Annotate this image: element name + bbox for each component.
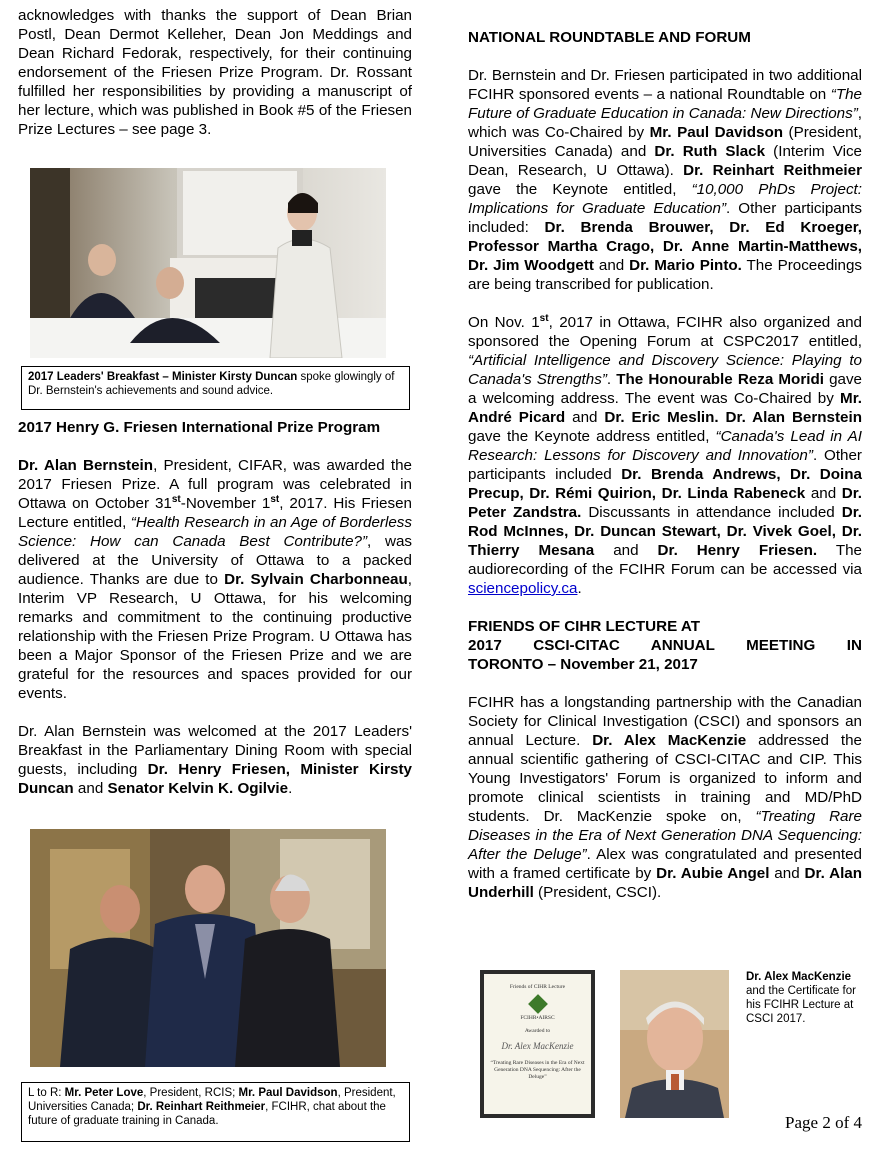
intro-paragraph: acknowledges with thanks the support of Dean Brian Postl, Dean Dermot Kelleher, Dean Jon Meddings and Dean Richard Fedorak, respectively, for their continuing endorsement of the Friesen Prize Program. Dr. Rossant fulfilled her responsibilities by providing a manuscript of her lecture, which was published in Book #5 of the Friesen Prize Lectures – see page 3.: [18, 7, 412, 138]
certificate-image: [480, 970, 595, 1118]
page-number: Page 2 of 4: [785, 1113, 862, 1132]
maple-leaf-icon: [528, 994, 548, 1014]
heading-line-2: [468, 636, 862, 655]
section-heading-roundtable: NATIONAL ROUNDTABLE AND FORUM: [468, 29, 751, 46]
left-column: [18, 6, 412, 139]
caption-mackenzie: Dr. Alex MacKenzie and the Certificate for his FCIHR Lecture at CSCI 2017.: [746, 971, 856, 1025]
right-column: [468, 28, 862, 902]
photo-mackenzie: [620, 970, 729, 1118]
sciencepolicy-link[interactable]: sciencepolicy.ca: [468, 580, 578, 597]
section-heading-friesen-prize: 2017 Henry G. Friesen International Prize Program: [18, 419, 381, 436]
heading-line-2-text: 2017 CSCI-CITAC ANNUAL MEETING IN: [468, 637, 862, 654]
friesen-prize-paragraph: Dr. Alan Bernstein, President, CIFAR, was awarded the 2017 Friesen Prize. A full program was celebrated in Ottawa on October 31st-November 1st, 2017. His Friesen Lecture entitled, “Health Research in an Age of Borderless Science: How can Canada Best Contribute?”, was delivered at the University of Ottawa to a packed audience. Thanks are due to Dr. Sylvain Charbonneau, Interim VP Research, U Ottawa, for his welcoming remarks and commitment to the continuing productive relationship with the Friesen Prize Program. U Ottawa has been a Major Sponsor of the Friesen Prize and we are grateful for the resources and spaces provided for our events.: [18, 457, 413, 702]
section-heading-csci: FRIENDS OF CIHR LECTURE AT 2017 CSCI-CITAC ANNUAL MEETING IN TORONTO – November 21, 2017: [468, 618, 862, 673]
breakfast-paragraph: Dr. Alan Bernstein was welcomed at the 2017 Leaders' Breakfast in the Parliamentary Dining Room with special guests, including Dr. Henry Friesen, Minister Kirsty Duncan and Senator Kelvin K. Ogilvie.: [18, 723, 412, 797]
forum-paragraph: On Nov. 1st, 2017 in Ottawa, FCIHR also organized and sponsored the Opening Forum at CSPC2017 entitled, “Artificial Intelligence and Discovery Science: Playing to Canada's Strengths”. The Honourable Reza Moridi gave a welcoming address. The event was Co-Chaired by Mr. André Picard and Dr. Eric Meslin. Dr. Alan Bernstein gave the Keynote address entitled, “Canada's Lead in AI Research: Lessons for Discovery and Innovation”. Other participants included Dr. Brenda Andrews, Dr. Doina Precup, Dr. Rémi Quirion, Dr. Linda Rabeneck and Dr. Peter Zandstra. Discussants in attendance included Dr. Rod McInnes, Dr. Duncan Stewart, Dr. Vivek Goel, Dr. Thierry Mesana and Dr. Henry Friesen. The audiorecording of the FCIHR Forum can be accessed via sciencepolicy.ca.: [468, 312, 862, 597]
roundtable-paragraph: Dr. Bernstein and Dr. Friesen participated in two additional FCIHR sponsored events – a national Roundtable on “The Future of Graduate Education in Canada: New Directions”, which was Co-Chaired by Mr. Paul Davidson (President, Universities Canada) and Dr. Ruth Slack (Interim Vice Dean, Research, U Ottawa). Dr. Reinhart Reithmeier gave the Keynote entitled, “10,000 PhDs Project: Implications for Graduate Education”. Other participants included: Dr. Brenda Brouwer, Dr. Ed Kroeger, Professor Martha Crago, Dr. Anne Martin-Matthews, Dr. Jim Woodgett and Dr. Mario Pinto. The Proceedings are being transcribed for publication.: [468, 67, 863, 293]
caption-photo-2: L to R: Mr. Peter Love, President, RCIS; Mr. Paul Davidson, President, Universities Canada; Dr. Reinhart Reithmeier, FCIHR, chat about the future of graduate training in Canada.: [21, 1082, 410, 1142]
caption-photo-1: 2017 Leaders' Breakfast – Minister Kirsty Duncan spoke glowingly of Dr. Bernstein's achievements and sound advice.: [21, 366, 410, 410]
csci-paragraph: FCIHR has a longstanding partnership with the Canadian Society for Clinical Investigation (CSCI) and sponsors an annual Lecture. Dr. Alex MacKenzie addressed the annual scientific gathering of CSCI-CITAC and CIP. This Young Investigators' Forum is organized to inform and promote clinical scientists in training and MD/PhD students. Dr. MacKenzie spoke on, “Treating Rare Diseases in the Era of Next Generation DNA Sequencing: After the Deluge”. Alex was congratulated and presented with a framed certificate by Dr. Aubie Angel and Dr. Alan Underhill (President, CSCI).: [468, 694, 863, 901]
certificate-paper: Friends of CIHR Lecture FCIHR•AIRSC Awarded to Dr. Alex MacKenzie “Treating Rare Diseases in the Era of Next Generation DNA Sequencing: After the Deluge”: [484, 974, 591, 1114]
left-column-lower: [18, 418, 412, 798]
photo-leaders-breakfast: [30, 168, 386, 358]
photo-three-men: [30, 829, 386, 1067]
